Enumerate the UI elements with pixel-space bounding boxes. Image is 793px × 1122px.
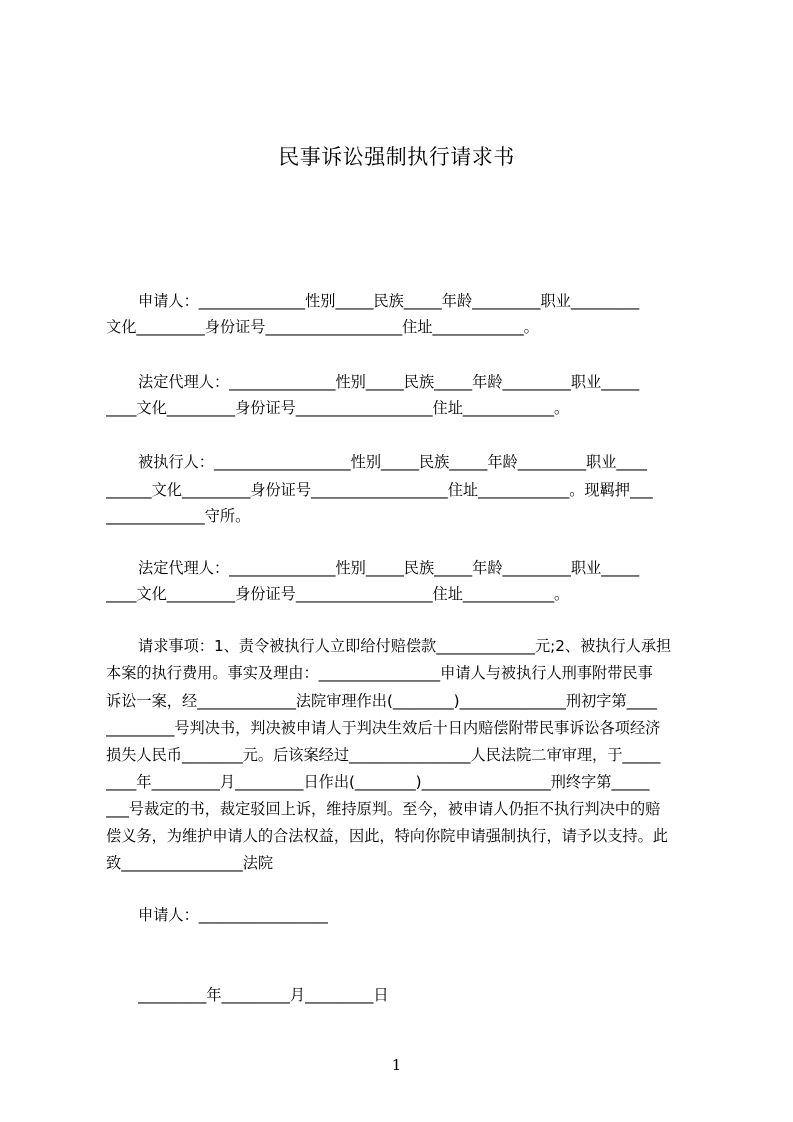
respondent-line-3: _____________守所。 (106, 507, 251, 525)
request-paragraph-line-2: 本案的执行费用。事实及理由：________________申请人与被执行人刑事附带民事 (106, 664, 653, 682)
respondent-agent-line-2: ____文化_________身份证号__________________住址____________。 (106, 585, 570, 603)
applicant-line-1: 申请人：______________性别_____民族_____年龄_________职业_________ (138, 292, 640, 310)
request-paragraph-line-5: 损失人民币________元。后该案经过________________人民法院二审审理，于_____ (106, 746, 661, 764)
applicant-line-2: 文化_________身份证号__________________住址____________。 (106, 318, 539, 336)
applicant-agent-line-2: ____文化_________身份证号__________________住址____________。 (106, 399, 570, 417)
signature-applicant-line: 申请人：_________________ (138, 906, 328, 924)
signature-date-line: _________年_________月_________日 (138, 986, 389, 1004)
applicant-agent-line-1: 法定代理人：______________性别_____民族_____年龄_________职业_____ (138, 373, 640, 391)
respondent-line-2: ______文化_________身份证号__________________住址____________。现羁押___ (106, 481, 653, 499)
request-paragraph-line-9: 致________________法院 (106, 854, 274, 872)
request-paragraph-line-4: _________号判决书，判决被申请人于判决生效后十日内赔偿附带民事诉讼各项经济 (106, 719, 661, 737)
document-title: 民事诉讼强制执行请求书 (278, 145, 515, 169)
request-paragraph-line-7: ___号裁定的书，裁定驳回上诉，维持原判。至今，被申请人仍拒不执行判决中的赔 (106, 800, 661, 818)
respondent-line-1: 被执行人：__________________性别_____民族_____年龄_________职业____ (138, 453, 647, 471)
request-paragraph-line-3: 诉讼一案，经_____________法院审理作出(________)______________刑初字第____ (106, 692, 658, 710)
request-paragraph-line-1: 请求事项：1、责令被执行人立即给付赔偿款_____________元;2、被执行人承担 (138, 637, 672, 655)
respondent-agent-line-1: 法定代理人：______________性别_____民族_____年龄_________职业_____ (138, 559, 640, 577)
request-paragraph-line-8: 偿义务，为维护申请人的合法权益，因此，特向你院申请强制执行，请予以支持。此 (106, 827, 668, 845)
request-paragraph-line-6: ____年_________月_________日作出(________)_________________刑终字第_____ (106, 773, 650, 791)
page-number: 1 (391, 1056, 402, 1074)
